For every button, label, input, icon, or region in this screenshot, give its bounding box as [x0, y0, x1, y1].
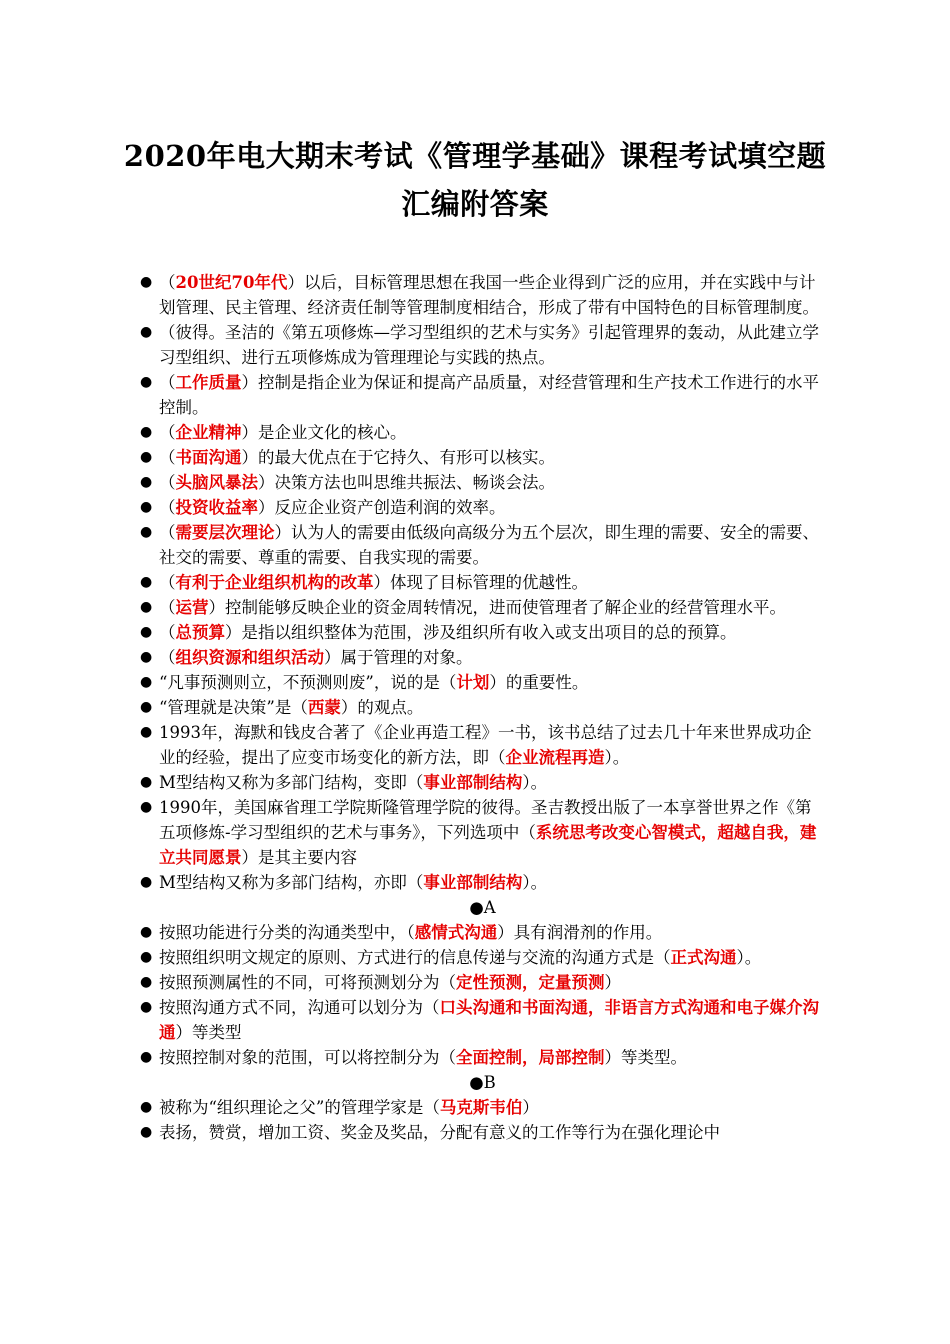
document-title	[0, 132, 950, 228]
bullet-icon: ●	[140, 324, 153, 340]
answer-text: 感情式沟通	[414, 923, 498, 942]
bullet-icon: ●	[140, 1049, 153, 1065]
question-item	[140, 770, 825, 795]
answer-text: 书面沟通	[175, 448, 242, 467]
question-text: （20世纪70年代）以后，目标管理思想在我国一些企业得到广泛的应用，并在实践中与计划管理、民主管理、经济责任制等管理制度相结合，形成了带有中国特色的目标管理制度。	[159, 273, 819, 317]
answer-text: 全面控制，局部控制	[456, 1048, 605, 1067]
answer-text: 总预算	[175, 623, 225, 642]
question-text: （头脑风暴法）决策方法也叫思维共振法、畅谈会法。	[159, 473, 555, 492]
answer-text: 企业流程再造	[505, 748, 605, 767]
question-text: “凡事预测则立，不预测则废”，说的是（计划）的重要性。	[159, 673, 589, 692]
bullet-icon: ●	[140, 574, 153, 590]
question-item	[140, 470, 825, 495]
answer-text: 组织资源和组织活动	[175, 648, 324, 667]
question-item	[140, 695, 825, 720]
question-text: （彼得。圣洁的《第五项修炼—学习型组织的艺术与实务》引起管理界的轰动，从此建立学习型组织、进行五项修炼成为管理理论与实践的热点。	[159, 323, 819, 367]
question-text: 按照组织明文规定的原则、方式进行的信息传递与交流的沟通方式是（正式沟通）。	[159, 948, 762, 967]
question-text: 被称为“组织理论之父”的管理学家是（马克斯韦伯）	[159, 1098, 539, 1117]
question-item	[140, 670, 825, 695]
answer-text: 系统思考改变心智模式，超越自我，建立共同愿景	[159, 823, 817, 867]
answer-text: 事业部制结构	[423, 873, 523, 892]
bullet-icon: ●	[140, 524, 153, 540]
question-text: 表扬，赞赏，增加工资、奖金及奖品，分配有意义的工作等行为在强化理论中	[159, 1123, 720, 1142]
question-item	[140, 520, 825, 570]
bullet-icon: ●	[140, 1099, 153, 1115]
question-item	[140, 270, 825, 320]
question-item	[140, 420, 825, 445]
question-text: 按照功能进行分类的沟通类型中，（感情式沟通）具有润滑剂的作用。	[159, 923, 663, 942]
question-item	[140, 495, 825, 520]
bullet-icon: ●	[140, 674, 153, 690]
question-text: M型结构又称为多部门结构，亦即（事业部制结构）。	[159, 873, 548, 892]
question-text: （企业精神）是企业文化的核心。	[159, 423, 407, 442]
question-text: 按照控制对象的范围，可以将控制分为（全面控制，局部控制）等类型。	[159, 1048, 687, 1067]
answer-text: 运营	[175, 598, 209, 617]
bullet-icon: ●	[140, 874, 153, 890]
answer-text: 头脑风暴法	[175, 473, 258, 492]
question-text: M型结构又称为多部门结构，变即（事业部制结构）。	[159, 773, 548, 792]
question-item	[140, 995, 825, 1045]
bullet-icon: ●	[140, 724, 153, 740]
answer-text: 20世纪70年代	[175, 273, 288, 292]
answer-text: 企业精神	[175, 423, 242, 442]
question-text: （投资收益率）反应企业资产创造利润的效率。	[159, 498, 506, 517]
answer-text: 需要层次理论	[175, 523, 275, 542]
question-item	[140, 645, 825, 670]
bullet-icon: ●	[140, 599, 153, 615]
bullet-icon: ●	[140, 974, 153, 990]
title-line-1: 2020年电大期末考试《管理学基础》课程考试填空题	[123, 139, 827, 173]
answer-text: 计划	[456, 673, 490, 692]
bullet-icon: ●	[140, 949, 153, 965]
question-text: （工作质量）控制是指企业为保证和提高产品质量，对经营管理和生产技术工作进行的水平控制。	[159, 373, 819, 417]
answer-text: 正式沟通	[670, 948, 737, 967]
question-text: 按照预测属性的不同，可将预测划分为（定性预测，定量预测）	[159, 973, 621, 992]
question-list	[140, 270, 825, 1145]
question-item	[140, 795, 825, 870]
question-item	[140, 1120, 825, 1145]
bullet-icon: ●	[140, 374, 153, 390]
bullet-icon: ●	[140, 499, 153, 515]
question-item	[140, 370, 825, 420]
bullet-icon: ●	[140, 924, 153, 940]
question-text: （需要层次理论）认为人的需要由低级向高级分为五个层次，即生理的需要、安全的需要、社交的需要、尊重的需要、自我实现的需要。	[159, 523, 819, 567]
question-text: 1993年，海默和钱皮合著了《企业再造工程》一书，该书总结了过去几十年来世界成功企业的经验，提出了应变市场变化的新方法，即（企业流程再造）。	[159, 723, 812, 767]
answer-text: 工作质量	[175, 373, 242, 392]
bullet-icon: ●	[140, 424, 153, 440]
question-item	[140, 945, 825, 970]
question-item	[140, 570, 825, 595]
question-item	[140, 720, 825, 770]
bullet-icon: ●	[140, 624, 153, 640]
question-text: （总预算）是指以组织整体为范围，涉及组织所有收入或支出项目的总的预算。	[159, 623, 737, 642]
answer-text: 投资收益率	[175, 498, 258, 517]
question-item	[140, 1045, 825, 1070]
question-text: “管理就是决策”是（西蒙）的观点。	[159, 698, 424, 717]
question-item	[140, 595, 825, 620]
question-text: （运营）控制能够反映企业的资金周转情况，进而使管理者了解企业的经营管理水平。	[159, 598, 786, 617]
question-item	[140, 1095, 825, 1120]
question-text: （有利于企业组织机构的改革）体现了目标管理的优越性。	[159, 573, 588, 592]
bullet-icon: ●	[140, 999, 153, 1015]
bullet-icon: ●	[140, 799, 153, 815]
question-text: 1990年，美国麻省理工学院斯隆管理学院的彼得。圣吉教授出版了一本享誉世界之作《第五项修炼-学习型组织的艺术与事务》，下列选项中（系统思考改变心智模式，超越自我，建立共同愿景）是其主要内容	[159, 798, 817, 867]
section-heading: ●A	[469, 898, 496, 917]
question-item	[140, 920, 825, 945]
answer-text: 马克斯韦伯	[439, 1098, 523, 1117]
bullet-icon: ●	[140, 699, 153, 715]
question-text: （组织资源和组织活动）属于管理的对象。	[159, 648, 473, 667]
section-heading: ●B	[469, 1073, 496, 1092]
question-item	[140, 320, 825, 370]
answer-text: 定性预测，定量预测	[456, 973, 605, 992]
answer-text: 西蒙	[307, 698, 341, 717]
bullet-icon: ●	[140, 1124, 153, 1140]
question-item	[140, 620, 825, 645]
question-item	[140, 970, 825, 995]
question-item	[140, 870, 825, 895]
bullet-icon: ●	[140, 774, 153, 790]
answer-text: 事业部制结构	[423, 773, 523, 792]
bullet-icon: ●	[140, 474, 153, 490]
question-text: 按照沟通方式不同，沟通可以划分为（口头沟通和书面沟通，非语言方式沟通和电子媒介沟通）等类型	[159, 998, 819, 1042]
bullet-icon: ●	[140, 274, 153, 290]
question-text: （书面沟通）的最大优点在于它持久、有形可以核实。	[159, 448, 555, 467]
question-item	[140, 445, 825, 470]
bullet-icon: ●	[140, 449, 153, 465]
answer-text: 有利于企业组织机构的改革	[175, 573, 374, 592]
bullet-icon: ●	[140, 649, 153, 665]
title-line-2: 汇编附答案	[401, 187, 549, 221]
answer-text: 口头沟通和书面沟通，非语言方式沟通和电子媒介沟通	[159, 998, 819, 1042]
